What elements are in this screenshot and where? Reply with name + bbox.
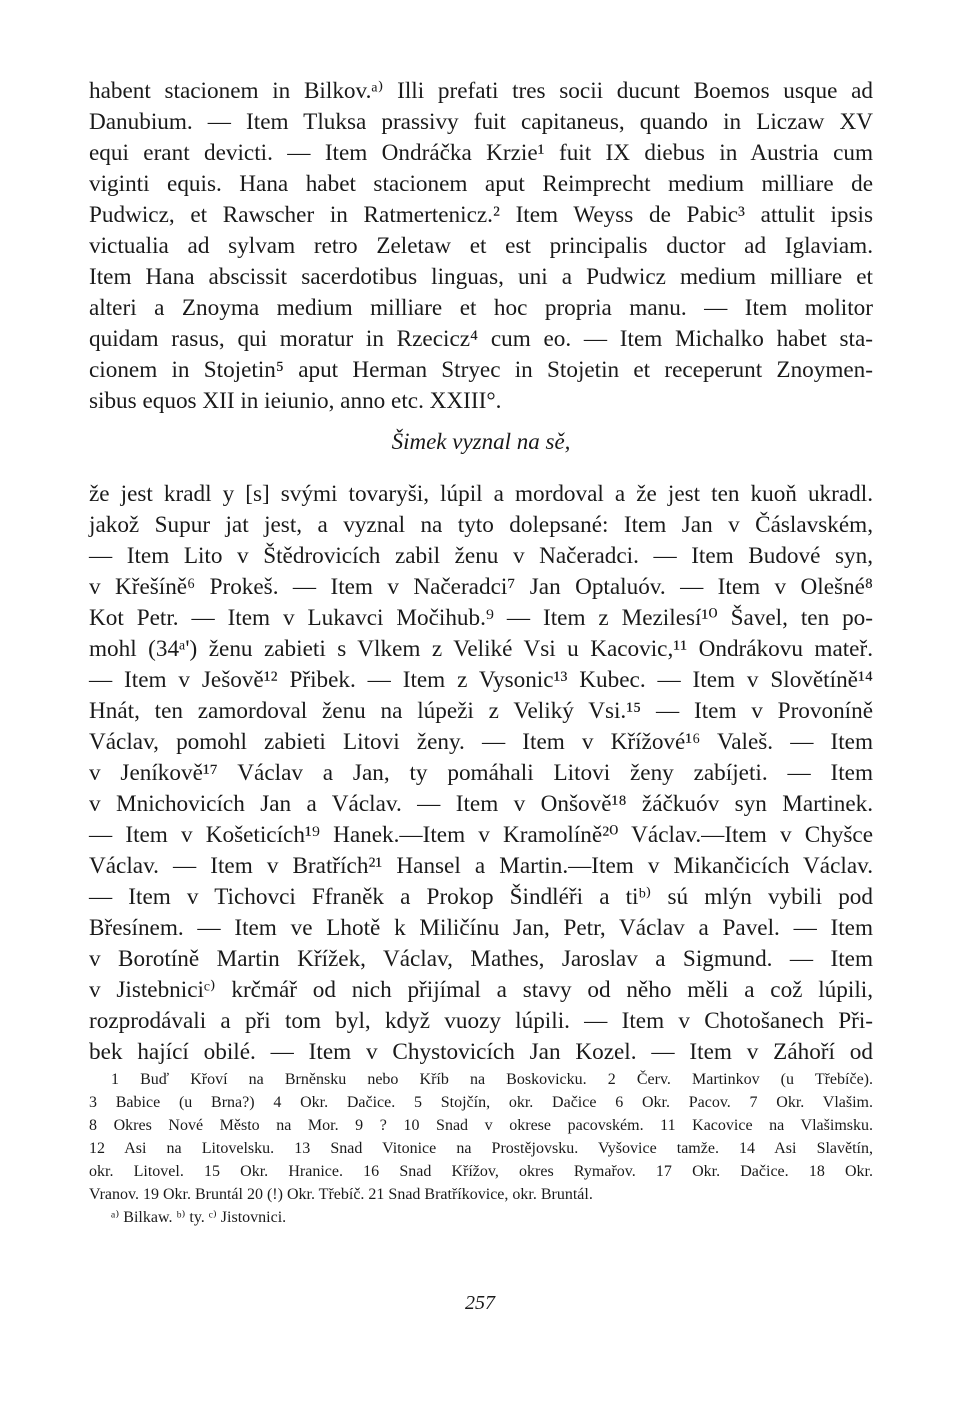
text-line: — Item v Tichovci Ffraněk a Prokop Šindléři a tiᵇ⁾ sú mlýn vybili pod (89, 884, 873, 910)
text-line: bek hající obilé. — Item v Chystovicích Jan Kozel. — Item v Záhoří od (89, 1039, 873, 1065)
text-line: — Item v Ješově¹² Přibek. — Item z Vysonic¹³ Kubec. — Item v Slovětíně¹⁴ (89, 667, 873, 693)
text-line: Item Hana abscissit sacerdotibus linguas, uni a Pudwicz medium milliare et (89, 264, 873, 290)
text-line: cionem in Stojetin⁵ aput Herman Stryec in Stojetin et receperunt Znoymen- (89, 357, 873, 383)
footnote-line: 1 Buď Křoví na Brněnsku nebo Kříb na Boskovicku. 2 Červ. Martinkov (u Třebíče). (111, 1071, 873, 1088)
text-line: alteri a Znoyma medium milliare et hoc propria manu. — Item molitor (89, 295, 873, 321)
text-line: v Křešíně⁶ Prokeš. — Item v Načeradci⁷ Jan Optaluóv. — Item v Olešné⁸ (89, 574, 873, 600)
page-number: 257 (465, 1292, 495, 1314)
text-line: Pudwicz, et Rawscher in Ratmertenicz.² Item Weyss de Pabic³ attulit ipsis (89, 202, 873, 228)
text-line: victualia ad sylvam retro Zeletaw et est principalis ductor ad Iglaviam. (89, 233, 873, 259)
footnote-line: 12 Asi na Litovelsku. 13 Snad Vitonice na Prostějovsku. Vyšovice tamže. 14 Asi Slavětín, (89, 1140, 873, 1157)
text-line: — Item v Košeticích¹⁹ Hanek.—Item v Kramolíně²⁰ Václav.—Item v Chyšce (89, 822, 873, 848)
text-line: — Item Lito v Štědrovicích zabil ženu v Načeradci. — Item Budové syn, (89, 543, 873, 569)
text-line: equi erant devicti. — Item Ondráčka Krzie¹ fuit IX diebus in Austria cum (89, 140, 873, 166)
footnotes (89, 1068, 873, 1229)
text-line: mohl (34ᵃ') ženu zabieti s Vlkem z Veliké Vsi u Kacovic,¹¹ Ondrákovu mateř. (89, 636, 873, 662)
footnote-line: 8 Okres Nové Město na Mor. 9 ? 10 Snad v okrese pacovském. 11 Kacovice na Vlašimsku. (89, 1117, 873, 1134)
text-line: rozprodávali a při tom byl, když vuozy lúpili. — Item v Chotošanech Při- (89, 1008, 873, 1034)
text-line: Hnát, ten zamordoval ženu na lúpeži z Veliký Vsi.¹⁵ — Item v Provoníně (89, 698, 873, 724)
text-line: Kot Petr. — Item v Lukavci Močihub.⁹ — Item z Mezilesí¹⁰ Šavel, ten po- (89, 605, 873, 631)
text-line: v Mnichovicích Jan a Václav. — Item v Onšově¹⁸ žáčkuóv syn Martinek. (89, 791, 873, 817)
czech-paragraph (89, 479, 873, 1068)
section-heading: Šimek vyznal na sě, (391, 429, 571, 454)
textual-apparatus: ᵃ⁾ Bilkaw. ᵇ⁾ ty. ᶜ⁾ Jistovnici. (111, 1209, 287, 1226)
main-text (89, 76, 873, 1068)
text-line: quidam rasus, qui moratur in Rzecicz⁴ cum eo. — Item Michalko habet sta- (89, 326, 873, 352)
footnote-line: okr. Litovel. 15 Okr. Hranice. 16 Snad Křížov, okres Rymařov. 17 Okr. Dačice. 18 Okr. (89, 1163, 873, 1180)
text-line: jakož Supur jat jest, a vyznal na tyto dolepsané: Item Jan v Čáslavském, (89, 512, 873, 538)
text-line: Václav, pomohl zabieti Litovi ženy. — Item v Křížové¹⁶ Valeš. — Item (89, 729, 873, 755)
footnote-line: 3 Babice (u Brna?) 4 Okr. Dačice. 5 Stojčín, okr. Dačice 6 Okr. Pacov. 7 Okr. Vlašim. (89, 1094, 873, 1111)
text-line: Danubium. — Item Tluksa prassivy fuit capitaneus, quando in Liczaw XV (89, 109, 873, 135)
text-line: viginti equis. Hana habet stacionem aput Reimprecht medium milliare de (89, 171, 873, 197)
text-line: že jest kradl y [s] svými tovaryši, lúpil a mordoval a že jest ten kuoň ukradl. (89, 481, 873, 507)
text-line: v Borotíně Martin Křížek, Václav, Mathes, Jaroslav a Sigmund. — Item (89, 946, 873, 972)
latin-paragraph (89, 76, 873, 417)
text-line: sibus equos XII in ieiunio, anno etc. XXIII°. (89, 388, 502, 414)
text-line: v Jistebniciᶜ⁾ krčmář od nich přijímal a stavy od něho měli a což lúpili, (89, 977, 873, 1003)
text-line: habent stacionem in Bilkov.ᵃ⁾ Illi prefati tres socii ducunt Boemos usque ad (89, 78, 873, 104)
text-line: v Jeníkově¹⁷ Václav a Jan, ty pomáhali Litovi ženy zabíjeti. — Item (89, 760, 873, 786)
footnote-line: Vranov. 19 Okr. Bruntál 20 (!) Okr. Třebíč. 21 Snad Bratříkovice, okr. Bruntál. (89, 1186, 593, 1203)
text-line: Václav. — Item v Bratřích²¹ Hansel a Martin.—Item v Mikančicích Václav. (89, 853, 873, 879)
text-line: Břesínem. — Item ve Lhotě k Miličínu Jan, Petr, Václav a Pavel. — Item (89, 915, 873, 941)
